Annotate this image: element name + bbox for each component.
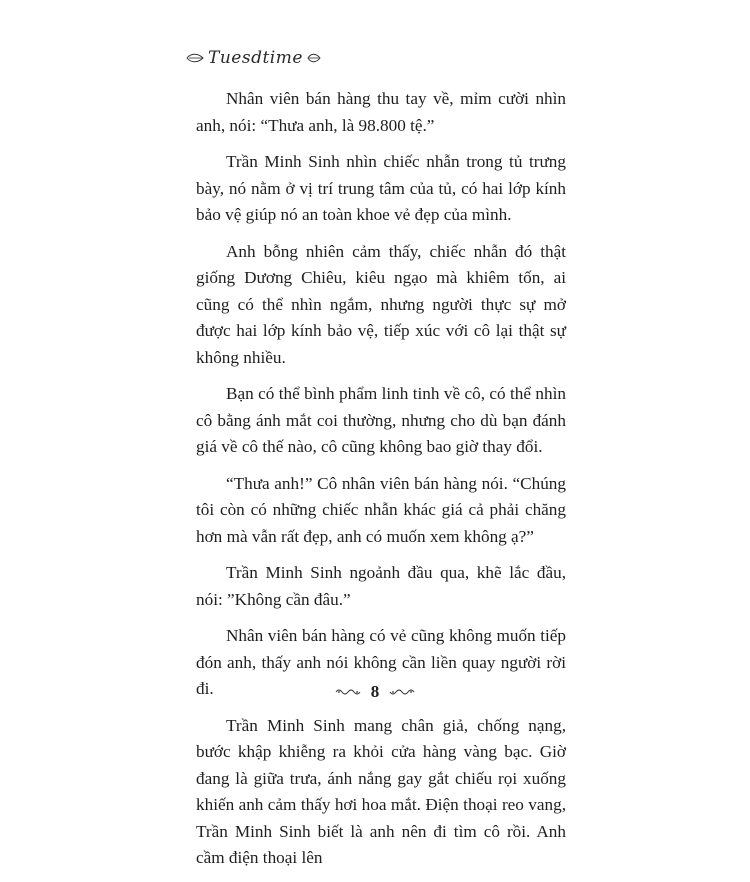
body-text — [196, 86, 566, 882]
paragraph: Trần Minh Sinh mang chân giả, chống nạng, bước khập khiễng ra khỏi cửa hàng vàng bạc. Giờ đang là giữa trưa, ánh nắng gay gắt chiếu rọi xuống khiến anh cảm thấy hơi hoa mắt. Điện thoại reo vang, Trần Minh Sinh biết là anh nên đi tìm cô rồi. Anh cầm điện thoại lên — [196, 715, 566, 867]
page-footer — [0, 682, 750, 702]
paragraph: Trần Minh Sinh nhìn chiếc nhẫn trong tủ trưng bày, nó nằm ở vị trí trung tâm của tủ, có hai lớp kính bảo vệ giúp nó an toàn khoe vẻ đẹp của mình. — [196, 152, 566, 224]
header-title: Tuesdtime — [208, 48, 303, 68]
paragraph: “Thưa anh!” Cô nhân viên bán hàng nói. “Chúng tôi còn có những chiếc nhẫn khác giá cả phải chăng hơn mà vẫn rất đẹp, anh có muốn xem không ạ?” — [196, 473, 566, 546]
leaf-ornament-right-icon — [307, 52, 321, 64]
paragraph: Anh bỗng nhiên cảm thấy, chiếc nhẫn đó thật giống Dương Chiêu, kiêu ngạo mà khiêm tốn, ai cũng có thể nhìn ngắm, nhưng người thực sự mở được hai lớp kính bảo vệ, tiếp xúc với cô lại thật sự không nhiều. — [196, 241, 566, 367]
flourish-ornament-right-icon — [389, 687, 415, 697]
flourish-ornament-left-icon — [335, 687, 361, 697]
paragraph: Trần Minh Sinh ngoảnh đầu qua, khẽ lắc đầu, nói: ”Không cần đâu.” — [196, 563, 566, 609]
leaf-ornament-left-icon — [186, 52, 204, 64]
paragraph: Nhân viên bán hàng có vẻ cũng không muốn tiếp đón anh, thấy anh nói không cần liền quay người rời đi. — [196, 626, 566, 698]
paragraph: Bạn có thể bình phẩm linh tinh về cô, có thể nhìn cô bằng ánh mắt coi thường, nhưng cho dù bạn đánh giá về cô thế nào, cô cũng không bao giờ thay đổi. — [196, 384, 566, 456]
running-header — [186, 48, 321, 68]
page-number: 8 — [370, 682, 380, 701]
paragraph: Nhân viên bán hàng thu tay về, mỉm cười nhìn anh, nói: “Thưa anh, là 98.800 tệ.” — [196, 89, 566, 135]
